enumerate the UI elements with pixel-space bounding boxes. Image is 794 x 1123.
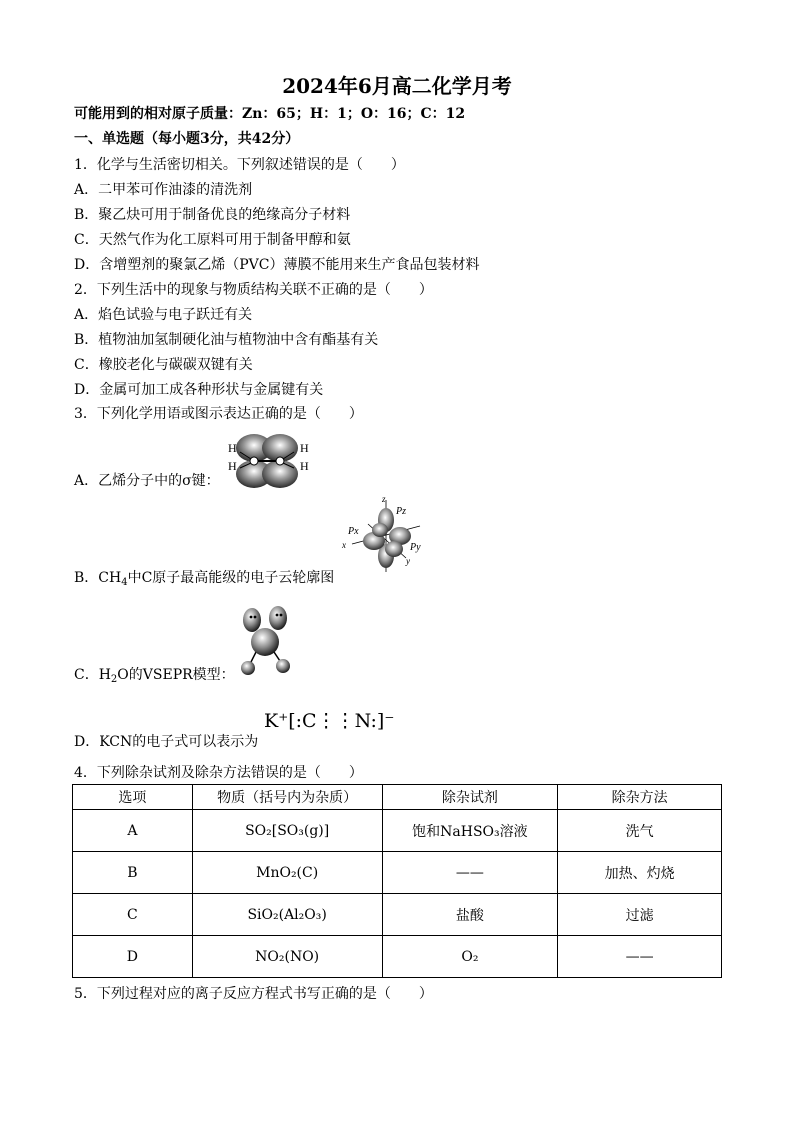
table-row <box>73 852 722 894</box>
table-cell: 加热、灼烧 <box>558 852 722 894</box>
q1-option-c: C．天然气作为化工原料可用于制备甲醇和氨 <box>74 232 351 248</box>
table-cell: 盐酸 <box>382 894 558 936</box>
py-lobe-front <box>385 541 403 557</box>
q2-stem: 2．下列生活中的现象与物质结构关联不正确的是（ ） <box>74 282 433 298</box>
table-row <box>73 810 722 852</box>
table-cell: 洗气 <box>558 810 722 852</box>
header-option: 选项 <box>73 785 193 810</box>
table-cell: 过滤 <box>558 894 722 936</box>
ethylene-sigma-bond-figure <box>218 430 316 490</box>
b-formula-suffix: 中C原子最高能级的电子云轮廓图 <box>127 570 335 586</box>
table-cell: D <box>73 936 193 978</box>
h-label: H <box>300 441 309 455</box>
table-cell: SiO₂(Al₂O₃) <box>192 894 382 936</box>
h-label: H <box>228 459 237 473</box>
q3-option-b <box>74 569 334 592</box>
q3-stem: 3．下列化学用语或图示表达正确的是（ ） <box>74 406 363 422</box>
axis-label: x <box>342 540 346 550</box>
q4-stem: 4．下列除杂试剂及除杂方法错误的是（ ） <box>74 765 363 781</box>
c-formula-suffix: O的VSEPR模型： <box>117 667 235 683</box>
orbital-label: Px <box>348 526 359 537</box>
carbon-atom-left <box>250 457 258 465</box>
q5-stem: 5．下列过程对应的离子反应方程式书写正确的是（ ） <box>74 986 433 1002</box>
lone-pair-lobe <box>269 606 287 630</box>
water-vsepr-figure <box>236 604 298 678</box>
table-cell: 饱和NaHSO₃溶液 <box>382 810 558 852</box>
h-label: H <box>300 459 309 473</box>
table-cell: O₂ <box>382 936 558 978</box>
h-label: H <box>228 441 237 455</box>
lone-pair-lobe <box>243 608 261 632</box>
table-cell: —— <box>558 936 722 978</box>
q4-table <box>72 784 722 978</box>
table-row <box>73 936 722 978</box>
p-orbital-figure <box>340 494 430 576</box>
hydrogen-atom <box>276 659 290 673</box>
q2-option-d: D．金属可加工成各种形状与金属键有关 <box>74 382 324 398</box>
table-cell: C <box>73 894 193 936</box>
table-cell: SO₂[SO₃(g)] <box>192 810 382 852</box>
c-formula-subscript: 2 <box>110 674 118 685</box>
q3-option-c <box>74 666 235 689</box>
q1-option-b: B．聚乙炔可用于制备优良的绝缘高分子材料 <box>74 207 351 223</box>
section-heading: 一、单选题（每小题3分，共42分） <box>74 131 300 147</box>
c-formula-prefix: C．H <box>74 667 111 683</box>
q3-option-d: D．KCN的电子式可以表示为 <box>74 734 259 750</box>
q1-stem: 1．化学与生活密切相关。下列叙述错误的是（ ） <box>74 157 405 173</box>
table-header-row <box>73 785 722 810</box>
orbital-label: Py <box>410 542 421 553</box>
q1-option-d: D．含增塑剂的聚氯乙烯（PVC）薄膜不能用来生产食品包装材料 <box>74 257 480 273</box>
oxygen-atom <box>251 628 279 656</box>
kcn-electron-formula: K⁺[:C⋮⋮N:]⁻ <box>264 710 395 732</box>
carbon-atom-right <box>276 457 284 465</box>
axis-label: z <box>382 494 386 504</box>
table-cell: MnO₂(C) <box>192 852 382 894</box>
orbital-label: Pz <box>396 506 406 517</box>
table-cell: —— <box>382 852 558 894</box>
table-cell: B <box>73 852 193 894</box>
py-lobe-back <box>372 523 388 537</box>
axis-label: y <box>406 556 410 566</box>
q2-option-a: A．焰色试验与电子跃迁有关 <box>74 307 253 323</box>
header-substance: 物质（括号内为杂质） <box>192 785 382 810</box>
q2-option-c: C．橡胶老化与碳碳双键有关 <box>74 357 253 373</box>
hydrogen-atom <box>241 661 255 675</box>
table-cell: A <box>73 810 193 852</box>
header-reagent: 除杂试剂 <box>382 785 558 810</box>
q2-option-b: B．植物油加氢制硬化油与植物油中含有酯基有关 <box>74 332 379 348</box>
b-formula-prefix: B．CH <box>74 570 122 586</box>
table-row <box>73 894 722 936</box>
header-method: 除杂方法 <box>558 785 722 810</box>
exam-title: 2024年6月高二化学月考 <box>282 74 512 98</box>
atomic-masses: 可能用到的相对原子质量：Zn：65；H：1；O：16；C：12 <box>74 106 466 122</box>
table-cell: NO₂(NO) <box>192 936 382 978</box>
q3-option-a: A．乙烯分子中的σ键： <box>74 473 220 489</box>
b-formula-subscript: 4 <box>121 577 128 588</box>
q1-option-a: A．二甲苯可作油漆的清洗剂 <box>74 182 253 198</box>
